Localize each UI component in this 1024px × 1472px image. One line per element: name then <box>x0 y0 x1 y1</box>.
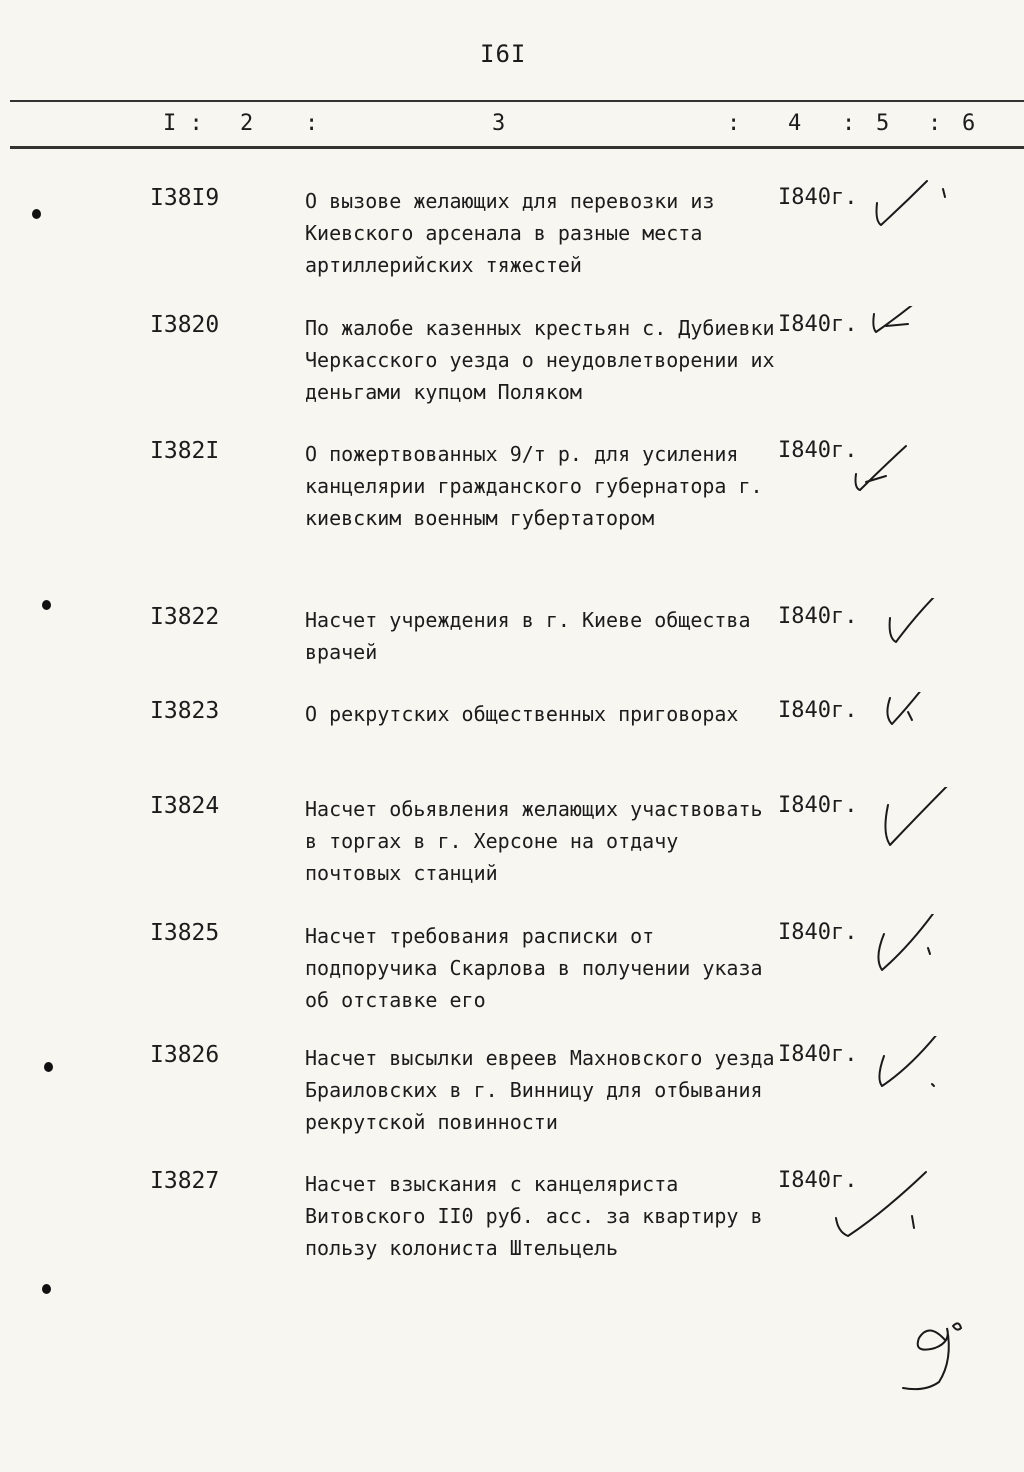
record-number: I3826 <box>150 1042 220 1068</box>
record-year: I840г. <box>778 604 858 629</box>
header-rule-bottom <box>10 146 1024 149</box>
record-number: I3820 <box>150 312 220 338</box>
record-number: I38I9 <box>150 185 220 211</box>
record-year: I840г. <box>778 1042 858 1067</box>
record-year: I840г. <box>778 185 858 210</box>
record-year: I840г. <box>778 438 858 463</box>
column-separator: : <box>305 111 319 136</box>
record-description: По жалобе казенных крестьян с. Дубиевки Черкасского уезда о неудовлетворении их деньгами купцом Поляком <box>305 316 775 404</box>
header-rule-top <box>10 100 1024 102</box>
record-number: I3824 <box>150 793 220 819</box>
column-header-5: 5 <box>876 111 890 136</box>
record-description: Насчет требования расписки от подпоручика Скарлова в получении указа об отставке его <box>305 924 763 1012</box>
record-number: I3825 <box>150 920 220 946</box>
punch-hole <box>32 209 41 219</box>
punch-hole <box>44 1062 53 1072</box>
record-year: I840г. <box>778 793 858 818</box>
record-description: Насчет учреждения в г. Киеве общества врачей <box>305 608 751 664</box>
record-number: I3822 <box>150 604 220 630</box>
check-mark-icon <box>865 179 965 259</box>
column-header-6: 6 <box>962 111 976 136</box>
column-separator: : <box>842 111 856 136</box>
column-separator: : <box>928 111 942 136</box>
handwritten-signature <box>895 1310 985 1400</box>
record-year: I840г. <box>778 920 858 945</box>
check-mark-icon <box>848 432 948 512</box>
record-description: О вызове желающих для перевозки из Киевского арсенала в разные места артиллерийских тяжестей <box>305 189 715 277</box>
record-description: Насчет высылки евреев Махновского уезда Браиловских в г. Винницу для отбывания рекрутской повинности <box>305 1046 775 1134</box>
record-description: Насчет обьявления желающих участвовать в торгах в г. Херсоне на отдачу почтовых станций <box>305 797 763 885</box>
punch-hole <box>42 600 51 610</box>
page-number: I6I <box>480 40 527 68</box>
column-separator: : <box>727 111 741 136</box>
record-year: I840г. <box>778 312 858 337</box>
column-header-3: 3 <box>492 111 506 136</box>
check-mark-icon <box>878 692 978 772</box>
record-description: Насчет взыскания с канцеляриста Витовского II0 руб. асс. за квартиру в пользу колониста Штельцель <box>305 1172 763 1260</box>
check-mark-icon <box>872 1036 972 1116</box>
record-year: I840г. <box>778 698 858 723</box>
column-header-2: 2 <box>240 111 254 136</box>
check-mark-icon <box>882 598 982 678</box>
record-number: I382I <box>150 438 220 464</box>
record-description: О пожертвованных 9/т р. для усиления канцелярии гражданского губернатора г. киевским военным губертатором <box>305 442 763 530</box>
column-header-4: 4 <box>788 111 802 136</box>
record-description: О рекрутских общественных приговорах <box>305 702 739 726</box>
column-header-1: I : <box>163 111 203 136</box>
record-year: I840г. <box>778 1168 858 1193</box>
check-mark-icon <box>866 306 966 386</box>
check-mark-icon <box>878 787 978 867</box>
punch-hole <box>42 1284 51 1294</box>
record-number: I3827 <box>150 1168 220 1194</box>
check-mark-icon <box>870 914 970 994</box>
record-number: I3823 <box>150 698 220 724</box>
check-mark-icon <box>830 1162 930 1242</box>
